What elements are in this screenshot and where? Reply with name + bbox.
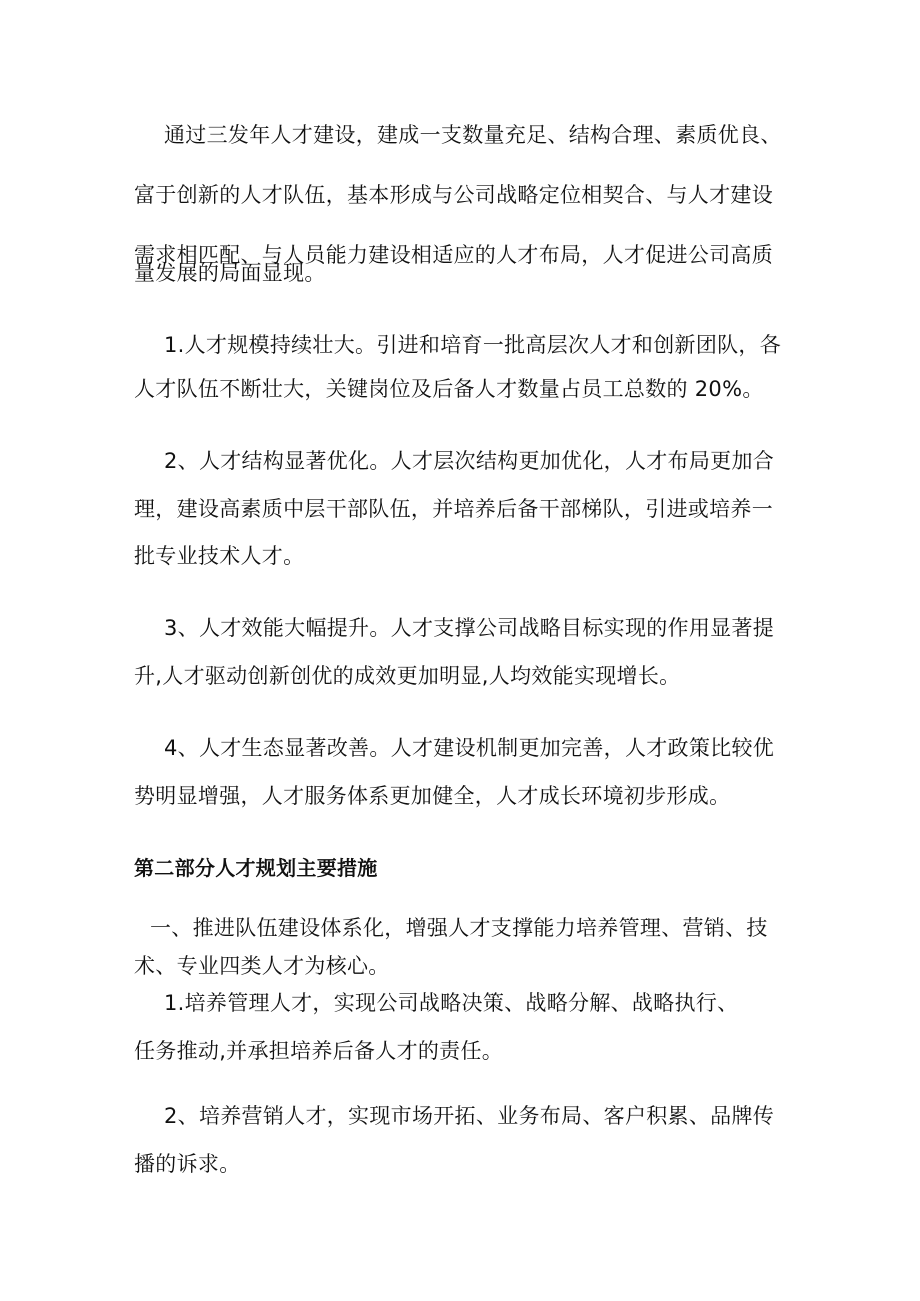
text-line: 2、培养营销人才，实现市场开拓、业务布局、客户积累、品牌传 <box>164 1104 775 1128</box>
text-line: 1.人才规模持续壮大。引进和培育一批高层次人才和创新团队，各 <box>164 333 782 357</box>
text-line: 2、人才结构显著优化。人才层次结构更加优化，人才布局更加合 <box>164 449 775 473</box>
text-line: 升,人才驱动创新创优的成效更加明显,人均效能实现增长。 <box>134 664 681 688</box>
text-line: 势明显增强，人才服务体系更加健全，人才成长环境初步形成。 <box>134 784 731 808</box>
text-line: 需求相匹配、与人员能力建设相适应的人才布局，人才促进公司高质 <box>134 243 773 267</box>
text-line: 任务推动,并承担培养后备人才的责任。 <box>134 1039 504 1063</box>
text-line: 理，建设高素质中层干部队伍，并培养后备干部梯队，引进或培养一 <box>134 497 773 521</box>
text-line: 3、人才效能大幅提升。人才支撑公司战略目标实现的作用显著提 <box>164 616 775 640</box>
text-line: 播的诉求。 <box>134 1152 241 1176</box>
text-line: 通过三发年人才建设，建成一支数量充足、结构合理、素质优良、 <box>164 123 782 147</box>
text-line: 术、专业四类人才为核心。 <box>134 954 390 978</box>
section-heading: 第二部分人才规划主要措施 <box>134 856 378 880</box>
text-line: 人才队伍不断壮大，关键岗位及后备人才数量占员工总数的 20%。 <box>134 377 764 401</box>
text-line: 一、推进队伍建设体系化，增强人才支撑能力培养管理、营销、技 <box>150 916 768 940</box>
text-line: 1.培养管理人才，实现公司战略决策、战略分解、战略执行、 <box>164 991 739 1015</box>
text-line: 4、人才生态显著改善。人才建设机制更加完善，人才政策比较优 <box>164 736 775 760</box>
text-line: 量发展的局面显现。 <box>134 261 326 285</box>
text-line: 批专业技术人才。 <box>134 544 305 568</box>
text-line: 富于创新的人才队伍，基本形成与公司战略定位相契合、与人才建设 <box>134 183 773 207</box>
